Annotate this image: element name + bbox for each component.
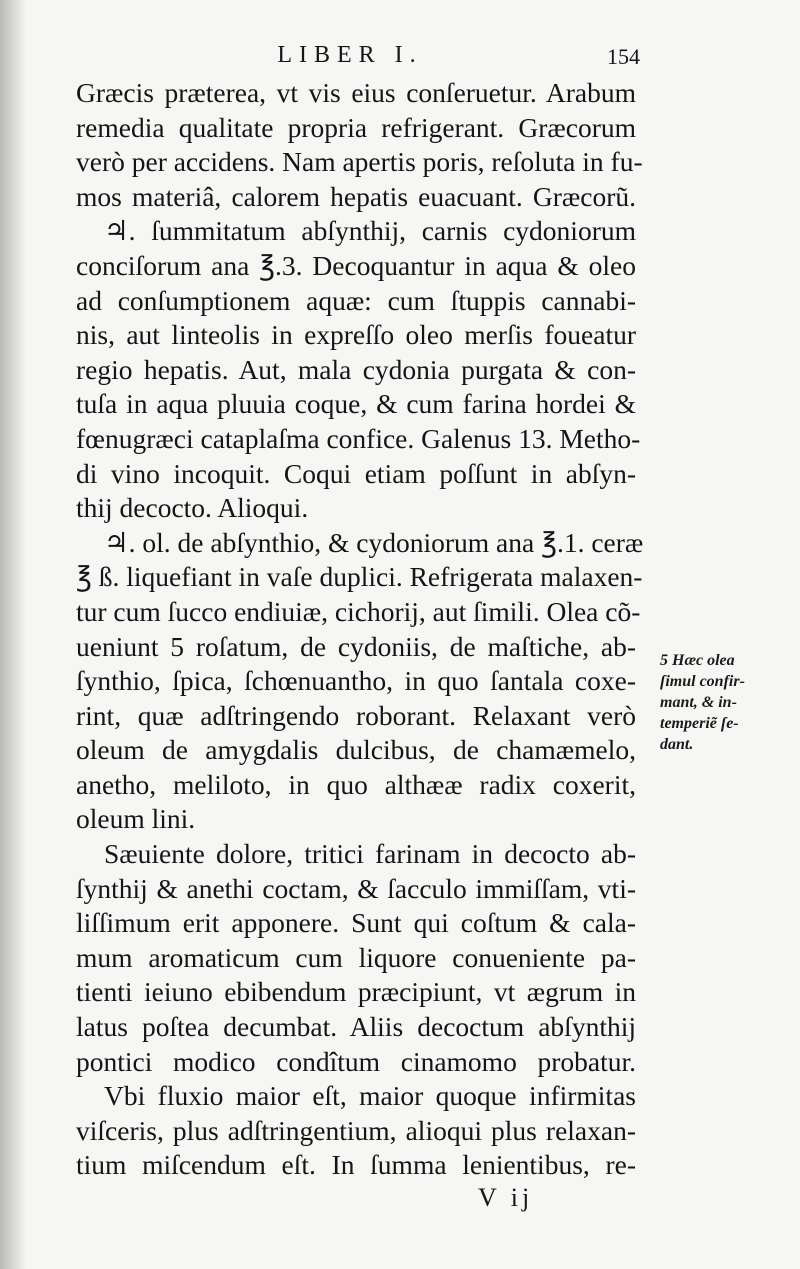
text-line: ſynthij & anethi coctam, & ſacculo immiſſam, vti- (76, 872, 636, 904)
signature-mark: V ij (478, 1183, 534, 1212)
text-line: oleum lini. (76, 803, 196, 835)
text-line: di vino incoquit. Coqui etiam poſſunt in abſyn- (76, 457, 636, 489)
page-number: 154 (607, 44, 640, 69)
marginal-note (660, 650, 792, 755)
text-line: oleum de amygdalis dulcibus, de chamæmelo, (76, 734, 636, 766)
text-line: anetho, meliloto, in quo althææ radix coxerit, (76, 768, 636, 800)
text-line: tur cum ſucco endiuiæ, cichorij, aut ſimili. Olea cõ- (76, 595, 641, 627)
marginal-note-line: 5 Hæc olea (660, 652, 735, 669)
text-line: conciſorum ana ℥.3. Decoquantur in aqua & oleo (76, 249, 636, 281)
text-line: fœnugræci cataplaſma confice. Galenus 13. Metho- (76, 422, 641, 454)
page-gutter-shadow (0, 0, 26, 1269)
text-line: tium miſcendum eſt. In ſumma lenientibus, re- (76, 1149, 636, 1181)
running-head-title: LIBER I. (277, 42, 423, 68)
marginal-note-line: temperiẽ ſe- (660, 715, 739, 732)
text-line: nis, aut linteolis in expreſſo oleo merſis foueatur (76, 319, 636, 351)
text-line: remedia qualitate propria refrigerant. Græcorum (76, 111, 636, 143)
text-line: viſceris, plus adſtringentium, alioqui plus relaxan- (76, 1114, 636, 1146)
body-text (76, 76, 644, 1183)
text-line: liſſimum erit apponere. Sunt qui coſtum & cala- (76, 907, 636, 939)
text-line: tuſa in aqua pluuia coque, & cum farina hordei & (76, 388, 636, 420)
marginal-note-line: mant, & in- (660, 694, 737, 711)
text-line: rint, quæ adſtringendo roborant. Relaxant verò (76, 699, 636, 731)
text-line: pontici modico condîtum cinamomo probatur. (76, 1045, 636, 1077)
text-line: ſynthio, ſpica, ſchœnuantho, in quo ſantala coxe- (76, 665, 636, 697)
text-line: latus poſtea decumbat. Aliis decoctum abſynthij (76, 1011, 636, 1043)
running-head (60, 36, 640, 76)
text-line: ℥ ß. liquefiant in vaſe duplici. Refrigerata malaxen- (76, 561, 643, 593)
marginal-note-line: ſimul confir- (660, 673, 745, 690)
text-line: thij decocto. Alioqui. (76, 492, 309, 524)
text-line: Sæuiente dolore, tritici farinam in decocto ab- (104, 838, 636, 870)
text-line: verò per accidens. Nam apertis poris, reſoluta in fu- (76, 146, 643, 178)
text-line: ♃. ol. de abſynthio, & cydoniorum ana ℥.1. ceræ (104, 526, 644, 558)
text-line: Vbi fluxio maior eſt, maior quoque infirmitas (104, 1080, 636, 1112)
text-line: regio hepatis. Aut, mala cydonia purgata & con- (76, 353, 636, 385)
text-line: mum aromaticum cum liquore conueniente pa- (76, 941, 636, 973)
marginal-note-line: dant. (660, 736, 694, 753)
text-line: Græcis præterea, vt vis eius conſeruetur. Arabum (76, 77, 636, 108)
text-line: ♃. ſummitatum abſynthij, carnis cydoniorum (104, 215, 636, 247)
text-line: ad conſumptionem aquæ: cum ſtuppis cannabi- (76, 284, 636, 316)
text-line: ueniunt 5 roſatum, de cydoniis, de maſtiche, ab- (76, 630, 636, 662)
text-line: tienti ieiuno ebibendum præcipiunt, vt ægrum in (76, 976, 636, 1008)
text-line: mos materiâ, calorem hepatis euacuant. Græcorũ. (76, 180, 636, 212)
